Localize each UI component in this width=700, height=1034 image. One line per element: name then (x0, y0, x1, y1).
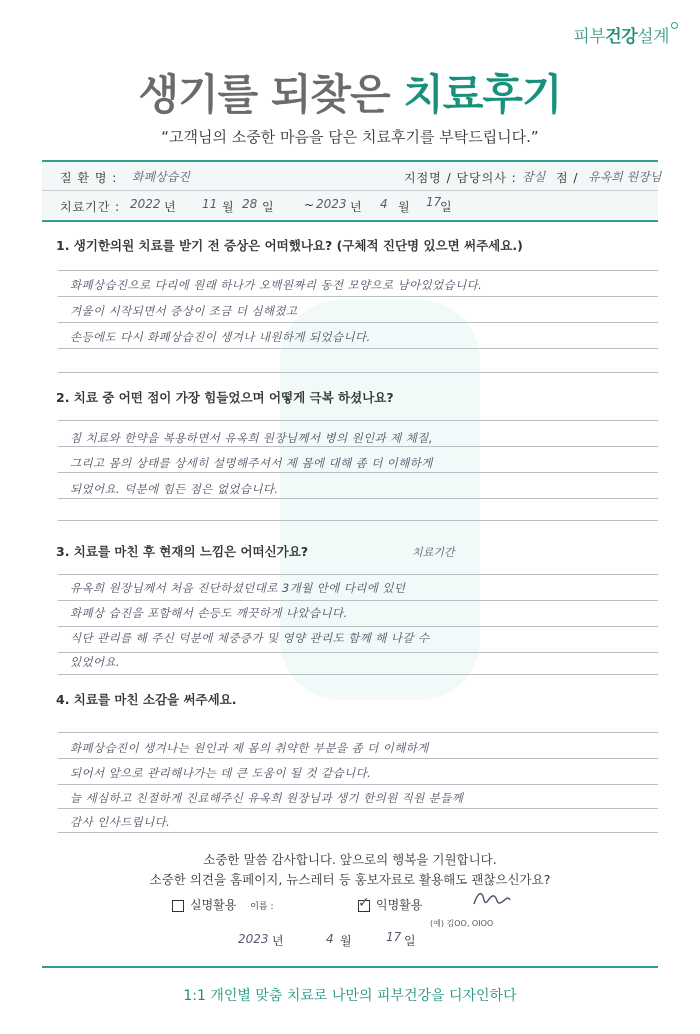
answer-rule (58, 322, 658, 323)
answer-rule (58, 652, 658, 653)
start-year: 2022 (130, 197, 161, 211)
branch-label: 지점명 / 담당의사 : (404, 171, 517, 185)
answer-2-line-1: 침 치료와 한약을 복용하면서 유옥희 원장님께서 병의 원인과 제 체질, (70, 431, 433, 445)
end-month-unit: 월 (398, 200, 411, 214)
signature-image (470, 886, 514, 912)
answer-3-line-2: 화폐상 습진을 포함해서 손등도 깨끗하게 나았습니다. (70, 606, 348, 620)
closing-date-month: 4 (326, 932, 334, 946)
footer-divider (42, 966, 658, 968)
name-example: (예) 김OO, OIOO (430, 919, 494, 928)
answer-rule (58, 498, 658, 499)
brand-logo (573, 22, 678, 47)
answer-rule (58, 832, 658, 833)
question-1: 1. 생기한의원 치료를 받기 전 증상은 어떠했나요? (구체적 진단명 있으면 써주세요.) (56, 238, 523, 253)
info-row-disease (42, 162, 662, 191)
answer-rule (58, 626, 658, 627)
answer-3-insert-note: 치료기간 (412, 546, 455, 559)
end-month: 4 (380, 197, 388, 211)
title-part1: 생기를 되찾은 (138, 70, 390, 119)
info-box (42, 160, 662, 222)
answer-rule (58, 420, 658, 421)
answer-rule (58, 472, 658, 473)
end-year: 2023 (316, 197, 347, 211)
closing-date-year: 2023 (238, 932, 269, 946)
answer-rule (58, 520, 658, 521)
page-title (0, 62, 700, 122)
brand-prefix: 피부 (573, 27, 606, 47)
answer-rule (58, 600, 658, 601)
start-day-unit: 일 (262, 200, 275, 214)
checkmark-icon: ✓ (358, 894, 370, 911)
footer-tagline: 1:1 개인별 맞춤 치료로 나만의 피부건강을 디자인하다 (183, 988, 517, 1004)
answer-4-line-3: 늘 세심하고 친절하게 진료해주신 유옥희 원장님과 생기 한의원 직원 분들께 (70, 791, 464, 805)
end-year-unit: 년 (350, 200, 363, 214)
anonymous-option[interactable] (358, 896, 422, 913)
brand-bold: 건강 (605, 27, 638, 47)
answer-4-line-4: 감사 인사드립니다. (70, 815, 171, 829)
answer-3-line-1: 유옥희 원장님께서 처음 진단하셨던대로 3개월 안에 다리에 있던 (70, 581, 406, 595)
answer-rule (58, 784, 658, 785)
answer-rule (58, 758, 658, 759)
answer-rule (58, 372, 658, 373)
real-name-option[interactable] (172, 896, 273, 913)
period-label: 치료기간 : (60, 200, 121, 214)
brand-suffix: 설계 (637, 27, 669, 47)
branch-suffix: 점 / (556, 171, 579, 185)
closing-line-1: 소중한 말씀 감사합니다. 앞으로의 행복을 기원합니다. (203, 852, 497, 867)
real-name-checkbox[interactable] (172, 900, 184, 912)
closing-date-year-unit: 년 (272, 934, 285, 948)
period-tilde: ~ (304, 198, 316, 212)
closing-date-day-unit: 일 (404, 934, 417, 948)
start-month-unit: 월 (222, 200, 235, 214)
brand-dot-icon (671, 22, 678, 29)
answer-rule (58, 732, 658, 733)
start-year-unit: 년 (164, 200, 177, 214)
info-row-period (42, 191, 658, 219)
closing-date-day: 17 (386, 930, 402, 944)
title-accent: 치료후기 (403, 70, 562, 119)
start-day: 28 (242, 197, 258, 211)
question-4: 4. 치료를 마친 소감을 써주세요. (56, 692, 237, 707)
answer-2-line-3: 되었어요. 덕분에 힘든 점은 없었습니다. (70, 482, 279, 496)
start-month: 11 (202, 197, 218, 211)
answer-1-line-2: 겨울이 시작되면서 증상이 조금 더 심해졌고 (70, 304, 298, 318)
end-day-unit: 일 (440, 200, 453, 214)
branch-value: 잠실 (522, 170, 546, 184)
real-name-label: 실명활용 (190, 898, 237, 912)
anonymous-label: 익명활용 (376, 898, 423, 912)
answer-rule (58, 270, 658, 271)
disease-label: 질 환 명 : (60, 171, 118, 185)
answer-rule (58, 348, 658, 349)
answer-rule (58, 808, 658, 809)
answer-4-line-2: 되어서 앞으로 관리해나가는 데 큰 도움이 될 것 같습니다. (70, 766, 372, 780)
disease-value: 화폐상습진 (132, 170, 190, 184)
name-field-label: 이름 : (250, 902, 274, 912)
answer-rule (58, 674, 658, 675)
question-2: 2. 치료 중 어떤 점이 가장 힘들었으며 어떻게 극복 하셨나요? (56, 390, 394, 405)
page-subtitle: “고객님의 소중한 마음을 담은 치료후기를 부탁드립니다.” (161, 128, 539, 146)
answer-4-line-1: 화폐상습진이 생겨나는 원인과 제 몸의 취약한 부분을 좀 더 이해하게 (70, 741, 429, 755)
end-day: 17 (426, 195, 442, 209)
answer-3-line-3: 식단 관리를 해 주신 덕분에 체중증가 및 영양 관리도 함께 해 나갈 수 (70, 631, 430, 645)
answer-rule (58, 446, 658, 447)
answer-1-line-3: 손등에도 다시 화폐상습진이 생겨나 내원하게 되었습니다. (70, 330, 371, 344)
closing-line-2: 소중한 의견을 홈페이지, 뉴스레터 등 홍보자료로 활용해도 괜찮으신가요? (149, 872, 551, 887)
doctor-value: 유옥희 원장님 (588, 170, 662, 184)
closing-date-month-unit: 월 (340, 934, 353, 948)
question-3: 3. 치료를 마친 후 현재의 느낌은 어떠신가요? (56, 544, 309, 559)
answer-1-line-1: 화폐상습진으로 다리에 원래 하나가 오백원짜리 동전 모양으로 남아있었습니다. (70, 278, 483, 292)
answer-3-line-4: 있었어요. (70, 655, 121, 669)
anonymous-checkbox[interactable] (358, 894, 370, 912)
answer-rule (58, 574, 658, 575)
answer-2-line-2: 그리고 몸의 상태를 상세히 설명해주셔서 제 몸에 대해 좀 더 이해하게 (70, 456, 433, 470)
answer-rule (58, 296, 658, 297)
